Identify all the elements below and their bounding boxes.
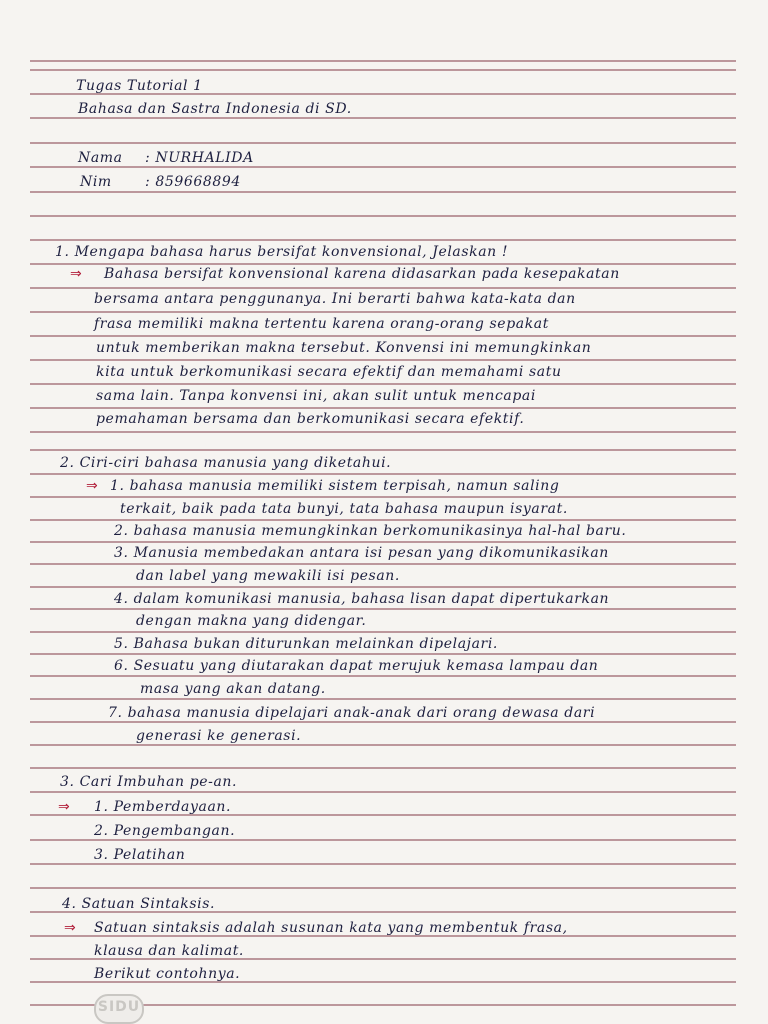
q3-item: 1. Pemberdayaan. [94, 799, 232, 815]
q2-question: 2. Ciri-ciri bahasa manusia yang diketahui. [60, 455, 392, 471]
assignment-title: Tugas Tutorial 1 [76, 78, 203, 94]
q2-item-line: 1. bahasa manusia memiliki sistem terpisah, namun saling [110, 478, 560, 494]
sidu-logo [94, 994, 144, 1024]
arrow-icon: ⇒ [64, 920, 76, 936]
q1-answer-line: sama lain. Tanpa konvensi ini, akan sulit untuk mencapai [96, 388, 536, 404]
nim-value: : 859668894 [145, 174, 241, 190]
q2-item-line: 7. bahasa manusia dipelajari anak-anak dari orang dewasa dari [108, 705, 596, 721]
name-value: : NURHALIDA [145, 150, 254, 166]
q1-answer-line: frasa memiliki makna tertentu karena orang-orang sepakat [94, 316, 549, 332]
q1-answer-line: pemahaman bersama dan berkomunikasi secara efektif. [96, 411, 525, 427]
arrow-icon: ⇒ [58, 799, 70, 815]
q2-item-line: 3. Manusia membedakan antara isi pesan yang dikomunikasikan [114, 545, 609, 561]
q2-item-line: dan label yang mewakili isi pesan. [136, 568, 400, 584]
q1-answer-line: bersama antara penggunanya. Ini berarti bahwa kata-kata dan [94, 291, 576, 307]
q2-item-line: terkait, baik pada tata bunyi, tata bahasa maupun isyarat. [120, 501, 568, 517]
arrow-icon: ⇒ [70, 266, 82, 282]
q1-question: 1. Mengapa bahasa harus bersifat konvensional, Jelaskan ! [55, 244, 509, 260]
sidu-logo-text: SIDU [97, 999, 141, 1015]
q1-answer-line: untuk memberikan makna tersebut. Konvensi ini memungkinkan [96, 340, 592, 356]
q2-item-line: masa yang akan datang. [140, 681, 326, 697]
q1-answer-line: kita untuk berkomunikasi secara efektif dan memahami satu [96, 364, 562, 380]
arrow-icon: ⇒ [86, 478, 98, 494]
q2-item-line: 2. bahasa manusia memungkinkan berkomunikasinya hal-hal baru. [114, 523, 627, 539]
q2-item-line: 4. dalam komunikasi manusia, bahasa lisan dapat dipertukarkan [114, 591, 610, 607]
q2-item-line: dengan makna yang didengar. [136, 613, 367, 629]
name-label: Nama [78, 150, 123, 166]
nim-label: Nim [80, 174, 112, 190]
q2-item-line: 5. Bahasa bukan diturunkan melainkan dipelajari. [114, 636, 498, 652]
q4-answer-line: Berikut contohnya. [94, 966, 241, 982]
q1-answer-line: Bahasa bersifat konvensional karena didasarkan pada kesepakatan [104, 266, 620, 282]
q3-item: 2. Pengembangan. [94, 823, 236, 839]
q2-item-line: 6. Sesuatu yang diutarakan dapat merujuk kemasa lampau dan [114, 658, 599, 674]
top-margin [0, 0, 768, 58]
q2-item-line: generasi ke generasi. [136, 728, 302, 744]
q3-question: 3. Cari Imbuhan pe-an. [60, 774, 238, 790]
q3-item: 3. Pelatihan [94, 847, 186, 863]
q4-answer-line: Satuan sintaksis adalah susunan kata yang membentuk frasa, [94, 920, 568, 936]
q4-answer-line: klausa dan kalimat. [94, 943, 244, 959]
q4-question: 4. Satuan Sintaksis. [62, 896, 216, 912]
subject-title: Bahasa dan Sastra Indonesia di SD. [78, 101, 352, 117]
